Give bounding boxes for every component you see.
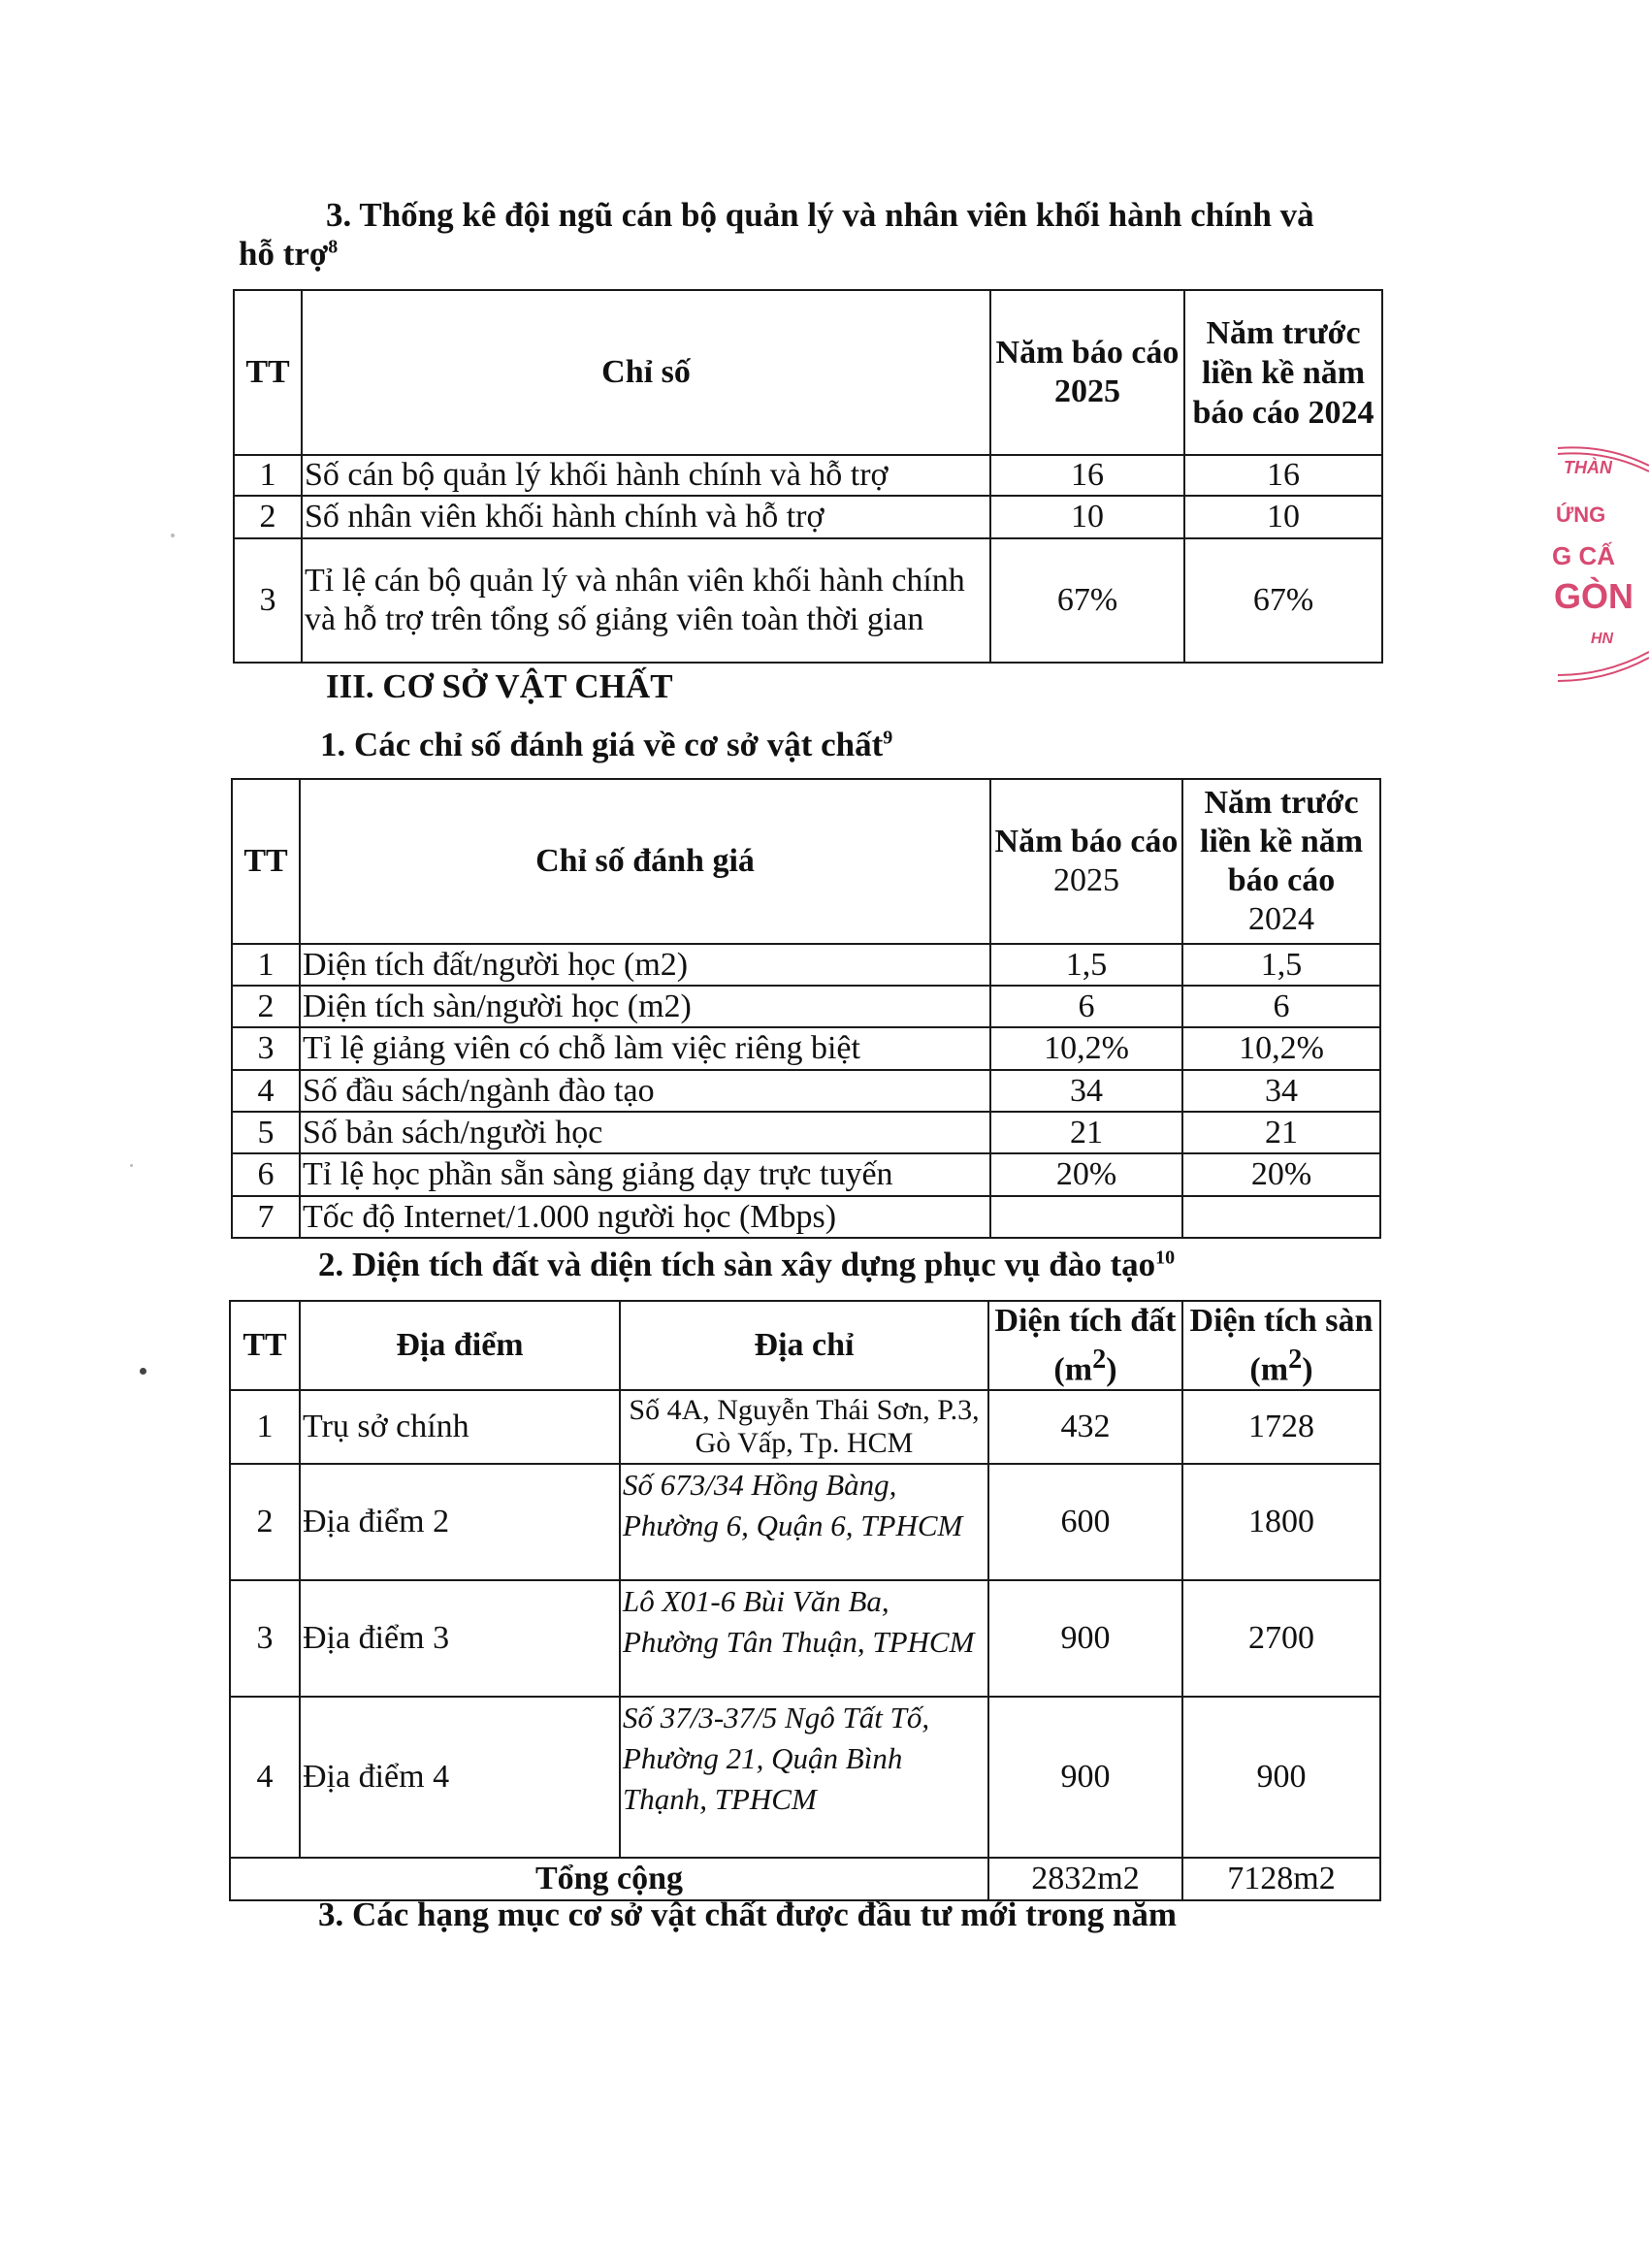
row-tt: 7 <box>232 1196 300 1238</box>
header-year-prev <box>1182 779 1380 944</box>
header-year-report: Năm báo cáo 2025 <box>990 290 1184 455</box>
row-value-2024: 1,5 <box>1182 944 1380 986</box>
row-value-2025: 67% <box>990 538 1184 663</box>
table-row <box>232 1027 1380 1070</box>
row-value-2024: 10 <box>1184 496 1382 538</box>
table-row <box>230 1580 1380 1697</box>
total-row <box>230 1858 1380 1900</box>
total-label: Tổng cộng <box>230 1858 988 1900</box>
stamp-text-3: G CẤ <box>1552 541 1615 570</box>
row-value-2024: 21 <box>1182 1112 1380 1153</box>
row-label: Diện tích sàn/người học (m2) <box>300 986 990 1027</box>
row-value-2024: 10,2% <box>1182 1027 1380 1070</box>
row-address: Lô X01-6 Bùi Văn Ba, Phường Tân Thuận, TPHCM <box>620 1580 988 1697</box>
row-land-area: 900 <box>988 1580 1182 1697</box>
unit-close: ) <box>1106 1351 1117 1388</box>
row-label: Tốc độ Internet/1.000 người học (Mbps) <box>300 1196 990 1238</box>
header-year-prev: Năm trước liền kề năm báo cáo 2024 <box>1184 290 1382 455</box>
header-land-area <box>988 1301 1182 1390</box>
row-address: Số 37/3-37/5 Ngô Tất Tố, Phường 21, Quận Bình Thạnh, TPHCM <box>620 1697 988 1858</box>
row-value-2024: 67% <box>1184 538 1382 663</box>
row-tt: 1 <box>232 944 300 986</box>
row-value-2025: 16 <box>990 455 1184 496</box>
heading-text: Thống kê đội ngũ cán bộ quản lý và nhân viên khối hành chính và <box>359 196 1314 234</box>
stamp-text-4: GÒN <box>1554 576 1634 616</box>
staff-statistics-table <box>233 289 1383 664</box>
unit-superscript: 2 <box>1092 1345 1107 1375</box>
row-value-2025: 34 <box>990 1070 1182 1112</box>
table-row <box>234 538 1382 663</box>
row-tt: 5 <box>232 1112 300 1153</box>
facilities-2-heading <box>318 1246 1175 1284</box>
table-header-row <box>232 779 1380 944</box>
row-tt: 4 <box>232 1070 300 1112</box>
header-indicator: Chỉ số đánh giá <box>300 779 990 944</box>
row-value-2025 <box>990 1196 1182 1238</box>
header-floor-area <box>1182 1301 1380 1390</box>
header-year-report <box>990 779 1182 944</box>
row-label: Số cán bộ quản lý khối hành chính và hỗ trợ <box>302 455 990 496</box>
row-label: Số đầu sách/ngành đào tạo <box>300 1070 990 1112</box>
row-value-2025: 20% <box>990 1153 1182 1196</box>
facility-indicators-table <box>231 778 1381 1239</box>
stamp-text-1: THÀN <box>1564 458 1612 477</box>
table-row <box>232 1196 1380 1238</box>
land-floor-area-table <box>229 1300 1381 1901</box>
stamp-text-2: ỨNG <box>1556 502 1606 527</box>
table-row <box>230 1697 1380 1858</box>
row-value-2025: 10,2% <box>990 1027 1182 1070</box>
table-row <box>232 1070 1380 1112</box>
row-label: Tỉ lệ giảng viên có chỗ làm việc riêng biệt <box>300 1027 990 1070</box>
footnote-ref: 10 <box>1155 1247 1176 1269</box>
table-row <box>232 944 1380 986</box>
total-land-area: 2832m2 <box>988 1858 1182 1900</box>
row-tt: 1 <box>234 455 302 496</box>
row-floor-area: 2700 <box>1182 1580 1380 1697</box>
row-value-2025: 6 <box>990 986 1182 1027</box>
row-floor-area: 900 <box>1182 1697 1380 1858</box>
heading-text: 1. Các chỉ số đánh giá về cơ sở vật chất <box>320 726 884 763</box>
scan-speck <box>171 534 175 537</box>
table-row <box>232 986 1380 1027</box>
table-row <box>230 1464 1380 1580</box>
stamp-text-5: HN <box>1591 631 1614 647</box>
header-floor-area-label: Diện tích sàn (m <box>1189 1303 1374 1388</box>
unit-superscript: 2 <box>1288 1345 1303 1375</box>
facilities-3-heading: 3. Các hạng mục cơ sở vật chất được đầu tư mới trong năm <box>318 1895 1177 1933</box>
row-location: Địa điểm 3 <box>300 1580 620 1697</box>
row-label: Số nhân viên khối hành chính và hỗ trợ <box>302 496 990 538</box>
row-tt: 2 <box>232 986 300 1027</box>
header-address: Địa chỉ <box>620 1301 988 1390</box>
header-land-area-label: Diện tích đất (m <box>994 1303 1177 1388</box>
header-location: Địa điểm <box>300 1301 620 1390</box>
part-3-heading: III. CƠ SỞ VẬT CHẤT <box>326 667 673 705</box>
row-tt: 4 <box>230 1697 300 1858</box>
row-tt: 2 <box>230 1464 300 1580</box>
row-value-2024: 20% <box>1182 1153 1380 1196</box>
row-value-2025: 1,5 <box>990 944 1182 986</box>
heading-text-line2: hỗ trợ <box>239 235 329 273</box>
scan-speck <box>140 1368 146 1375</box>
row-location: Địa điểm 4 <box>300 1697 620 1858</box>
row-value-2025: 10 <box>990 496 1184 538</box>
footnote-ref: 8 <box>328 236 339 258</box>
header-year-report-year: 2025 <box>1053 862 1119 898</box>
table-row <box>234 455 1382 496</box>
row-tt: 3 <box>230 1580 300 1697</box>
header-indicator: Chỉ số <box>302 290 990 455</box>
total-floor-area: 7128m2 <box>1182 1858 1380 1900</box>
footnote-ref: 9 <box>883 727 893 749</box>
table-row <box>232 1153 1380 1196</box>
row-land-area: 432 <box>988 1390 1182 1464</box>
header-tt: TT <box>230 1301 300 1390</box>
header-year-prev-year: 2024 <box>1248 901 1314 937</box>
facilities-1-heading <box>320 726 892 764</box>
row-value-2025: 21 <box>990 1112 1182 1153</box>
table-row <box>232 1112 1380 1153</box>
row-address: Số 673/34 Hồng Bàng, Phường 6, Quận 6, TPHCM <box>620 1464 988 1580</box>
row-floor-area: 1800 <box>1182 1464 1380 1580</box>
row-location: Địa điểm 2 <box>300 1464 620 1580</box>
row-label: Số bản sách/người học <box>300 1112 990 1153</box>
heading-text: 2. Diện tích đất và diện tích sàn xây dựng phục vụ đào tạo <box>318 1246 1156 1283</box>
row-tt: 3 <box>234 538 302 663</box>
row-value-2024: 16 <box>1184 455 1382 496</box>
header-tt: TT <box>232 779 300 944</box>
stamp-fragment <box>1548 437 1649 698</box>
unit-close: ) <box>1302 1351 1313 1388</box>
row-tt: 1 <box>230 1390 300 1464</box>
row-floor-area: 1728 <box>1182 1390 1380 1464</box>
row-tt: 2 <box>234 496 302 538</box>
row-tt: 3 <box>232 1027 300 1070</box>
row-tt: 6 <box>232 1153 300 1196</box>
header-year-report-label: Năm báo cáo <box>994 824 1179 859</box>
table-row <box>230 1390 1380 1464</box>
row-land-area: 600 <box>988 1464 1182 1580</box>
header-year-prev-label: Năm trước liền kề năm báo cáo <box>1199 785 1364 898</box>
row-value-2024: 6 <box>1182 986 1380 1027</box>
row-address: Số 4A, Nguyễn Thái Sơn, P.3, Gò Vấp, Tp. HCM <box>620 1390 988 1464</box>
row-label: Tỉ lệ cán bộ quản lý và nhân viên khối hành chính và hỗ trợ trên tổng số giảng viên toàn thời gian <box>302 538 990 663</box>
row-label: Tỉ lệ học phần sẵn sàng giảng dạy trực tuyến <box>300 1153 990 1196</box>
table-header-row <box>230 1301 1380 1390</box>
heading-number: 3. <box>326 196 352 234</box>
scan-speck <box>130 1164 133 1167</box>
row-location: Trụ sở chính <box>300 1390 620 1464</box>
row-value-2024: 34 <box>1182 1070 1380 1112</box>
table-row <box>234 496 1382 538</box>
table-header-row <box>234 290 1382 455</box>
header-tt: TT <box>234 290 302 455</box>
row-label: Diện tích đất/người học (m2) <box>300 944 990 986</box>
section-3-heading <box>239 196 1403 274</box>
row-value-2024 <box>1182 1196 1380 1238</box>
row-land-area: 900 <box>988 1697 1182 1858</box>
